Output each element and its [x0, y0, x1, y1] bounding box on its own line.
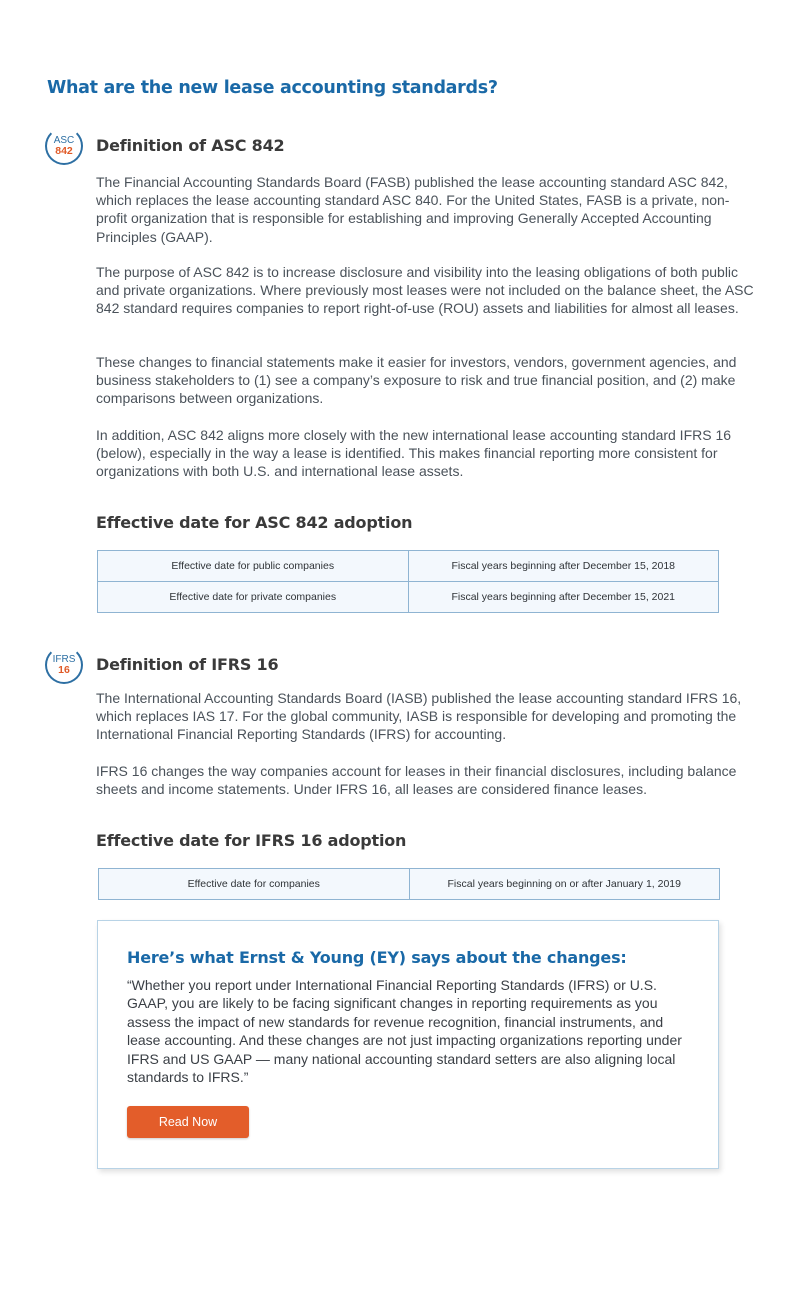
asc-paragraph-1: The Financial Accounting Standards Board (FASB) published the lease accounting standard ASC 842, which replaces the lease accounting standard ASC 840. For the United States, FASB is a private, non-profit organization that is responsible for establishing and improving Generally Accepted Accounting Principles (GAAP).: [96, 174, 730, 245]
asc-842-badge-icon: [45, 127, 83, 165]
quote-title: Here’s what Ernst & Young (EY) says about the changes:: [127, 948, 627, 967]
table-cell-label: Effective date for private companies: [98, 582, 409, 613]
badge-top-text: IFRS: [52, 654, 76, 665]
table-cell-value: Fiscal years beginning on or after January 1, 2019: [409, 869, 720, 900]
asc-paragraph-3: These changes to financial statements make it easier for investors, vendors, government agencies, and business stakeholders to (1) see a company’s exposure to risk and true financial position, and (2) make comparisons between organizations.: [96, 354, 737, 407]
read-now-button[interactable]: Read Now: [127, 1106, 249, 1138]
asc-effective-title: Effective date for ASC 842 adoption: [96, 513, 413, 532]
table-cell-value: Fiscal years beginning after December 15, 2018: [408, 551, 719, 582]
table-row: [98, 551, 719, 582]
table-cell-label: Effective date for public companies: [98, 551, 409, 582]
ifrs-section-title: Definition of IFRS 16: [96, 655, 279, 674]
table-cell-label: Effective date for companies: [99, 869, 410, 900]
table-cell-value: Fiscal years beginning after December 15, 2021: [408, 582, 719, 613]
ifrs-effective-title: Effective date for IFRS 16 adoption: [96, 831, 407, 850]
ey-quote-box: [97, 920, 719, 1169]
badge-bottom-text: 16: [58, 664, 70, 676]
asc-paragraph-4: In addition, ASC 842 aligns more closely with the new international lease accounting standard IFRS 16 (below), especially in the way a lease is identified. This makes financial reporting more consistent for organizations with both U.S. and international lease assets.: [96, 427, 732, 480]
table-row: [99, 869, 720, 900]
ifrs-paragraph-2: IFRS 16 changes the way companies account for leases in their financial disclosures, including balance sheets and income statements. Under IFRS 16, all leases are considered finance leases.: [96, 763, 737, 798]
asc-section-title: Definition of ASC 842: [96, 136, 285, 155]
ifrs-paragraph-1: The International Accounting Standards Board (IASB) published the lease accounting standard IFRS 16, which replaces IAS 17. For the global community, IASB is responsible for developing and promoting the International Financial Reporting Standards (IFRS) for accounting.: [96, 690, 742, 743]
asc-effective-date-table: [97, 550, 719, 613]
page-heading: What are the new lease accounting standards?: [47, 78, 498, 98]
asc-paragraph-2: The purpose of ASC 842 is to increase disclosure and visibility into the leasing obligations of both public and private organizations. Where previously most leases were not included on the balance sheet, the ASC 842 standard requires companies to report right-of-use (ROU) assets and liabilities for almost all leases.: [96, 264, 754, 317]
quote-text: “Whether you report under International Financial Reporting Standards (IFRS) or U.S. GAAP, you are likely to be facing significant changes in reporting requirements as you assess the impact of new standards for revenue recognition, financial instruments, and lease accounting. And these changes are not just impacting organizations reporting under IFRS and US GAAP — many national accounting standard setters are also aligning local standards to IFRS.”: [127, 977, 682, 1086]
ifrs-effective-date-table: [98, 868, 720, 900]
table-row: [98, 582, 719, 613]
badge-top-text: ASC: [53, 135, 75, 146]
ifrs-16-badge-icon: [45, 646, 83, 684]
badge-bottom-text: 842: [55, 145, 73, 157]
